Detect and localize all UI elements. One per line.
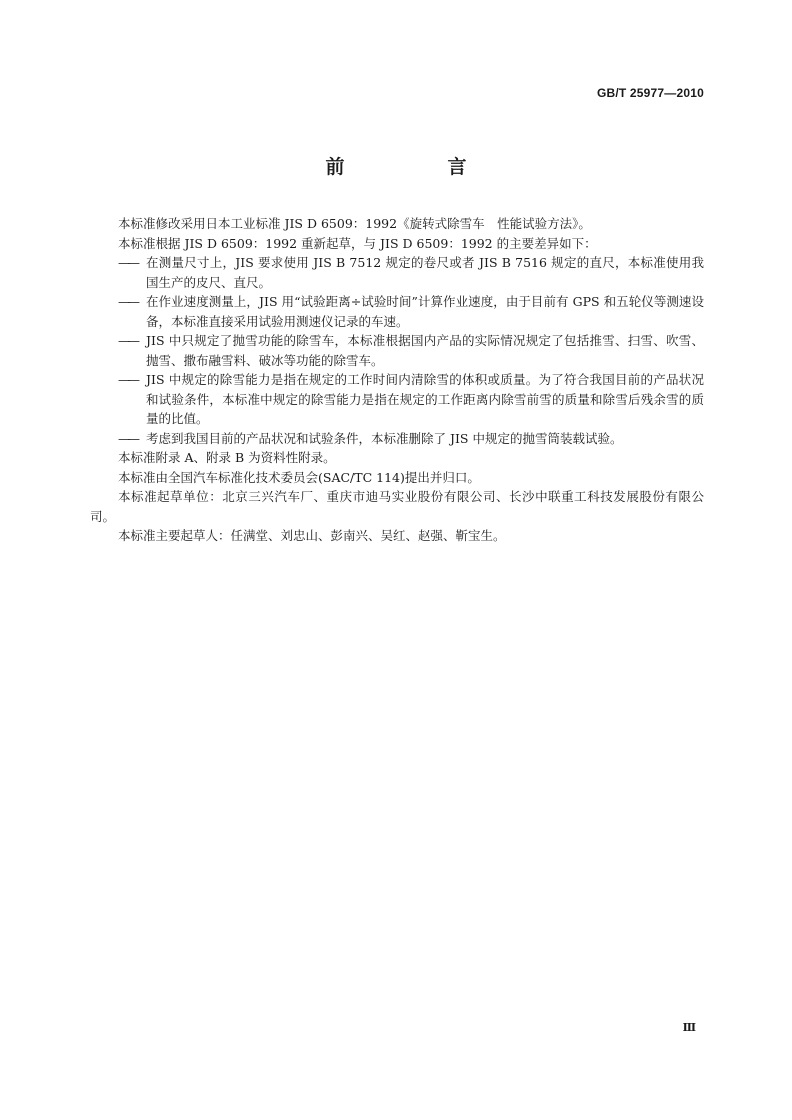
foreword-body: [90, 214, 704, 546]
page-number: Ⅲ: [682, 1021, 696, 1034]
difference-item: [90, 253, 704, 292]
paragraph-appendix: 本标准附录 A、附录 B 为资料性附录。: [118, 450, 336, 465]
paragraph-drafting-units: 本标准起草单位：北京三兴汽车厂、重庆市迪马实业股份有限公司、长沙中联重工科技发展股份有限公司。: [90, 489, 704, 524]
standard-code: GB/T 25977—2010: [596, 86, 704, 100]
difference-item-text: 在测量尺寸上，JIS 要求使用 JIS B 7512 规定的卷尺或者 JIS B 7516 规定的直尺，本标准使用我国生产的皮尺、直尺。: [146, 255, 704, 290]
dash-marker: ——: [118, 333, 137, 348]
difference-item: [90, 331, 704, 370]
difference-item-text: 考虑到我国目前的产品状况和试验条件，本标准删除了 JIS 中规定的抛雪筒装载试验。: [146, 430, 623, 446]
paragraph-drafters: 本标准主要起草人：任满堂、刘忠山、彭南兴、吴红、赵强、靳宝生。: [118, 528, 506, 543]
difference-item: [90, 429, 704, 449]
dash-marker: ——: [118, 294, 137, 309]
difference-item-text: JIS 中规定的除雪能力是指在规定的工作时间内清除雪的体积或质量。为了符合我国目前的产品状况和试验条件，本标准中规定的除雪能力是指在规定的工作距离内除雪前雪的质量和除雪后残余雪的质量的比值。: [146, 372, 704, 426]
paragraph-differences-intro: 本标准根据 JIS D 6509：1992 重新起草，与 JIS D 6509：1992 的主要差异如下：: [118, 235, 597, 251]
dash-marker: ——: [118, 372, 137, 387]
paragraph-proposer: 本标准由全国汽车标准化技术委员会(SAC/TC 114)提出并归口。: [118, 469, 480, 485]
paragraph-adoption: 本标准修改采用日本工业标准 JIS D 6509：1992《旋转式除雪车 性能试验方法》。: [118, 216, 591, 231]
difference-item: [90, 292, 704, 331]
dash-marker: ——: [118, 255, 137, 270]
page-title: 前 言: [325, 156, 509, 178]
dash-marker: ——: [118, 430, 137, 446]
difference-item-text: JIS 中只规定了抛雪功能的除雪车，本标准根据国内产品的实际情况规定了包括推雪、扫雪、吹雪、抛雪、撒布融雪料、破冰等功能的除雪车。: [146, 333, 704, 368]
difference-item: [90, 370, 704, 429]
difference-item-text: 在作业速度测量上，JIS 用“试验距离÷试验时间”计算作业速度，由于目前有 GPS 和五轮仪等测速设备，本标准直接采用试验用测速仪记录的车速。: [146, 294, 704, 329]
